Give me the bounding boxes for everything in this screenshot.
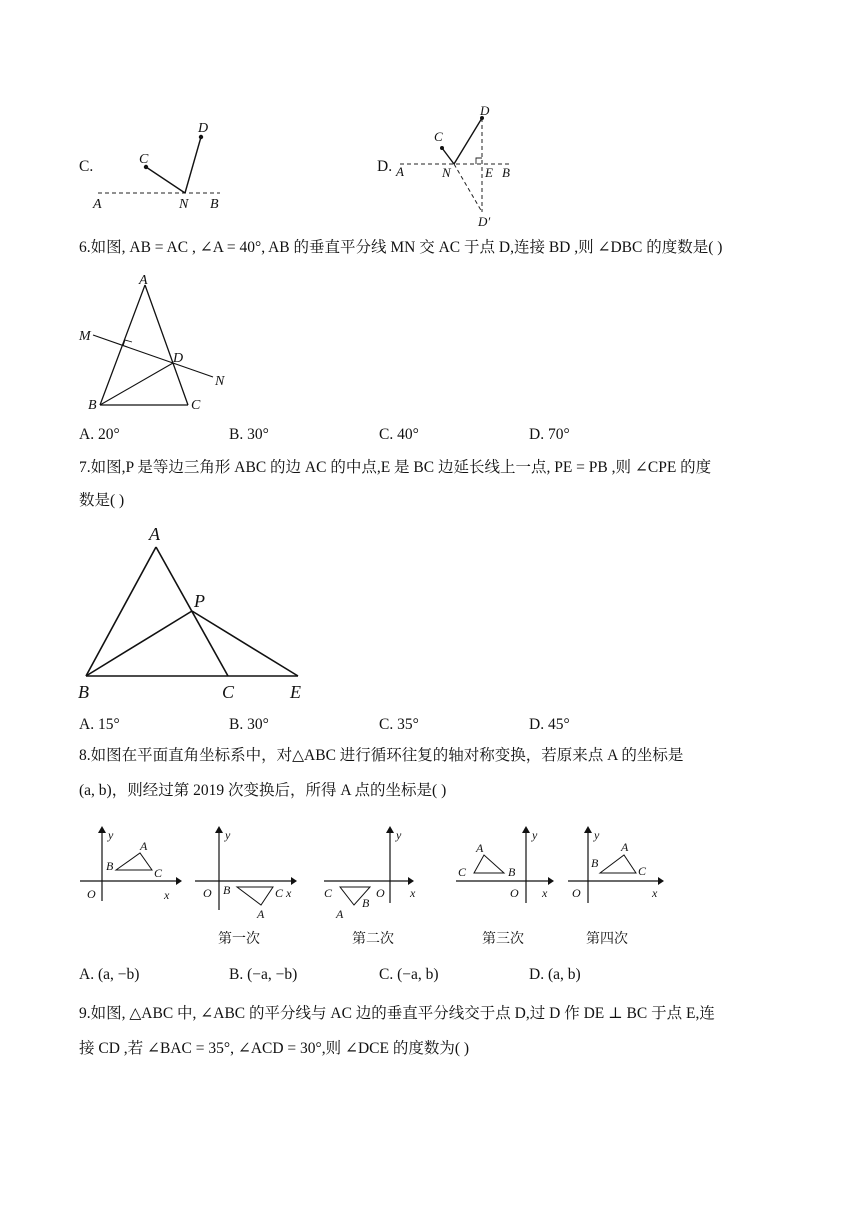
label-b: B (591, 856, 599, 870)
label-n: N (442, 165, 451, 180)
q8-text-line2: (a, b)，则经过第 2019 次变换后，所得 A 点的坐标是( ) (79, 782, 447, 799)
label-y: y (108, 828, 114, 842)
side-ab (86, 547, 156, 676)
label-e: E (290, 682, 301, 702)
label-a: A (93, 197, 102, 212)
q5-option-c-label: C. (79, 158, 94, 175)
q8-option-a[interactable]: A. (a, −b) (79, 966, 140, 983)
q7-option-d[interactable]: D. 45° (529, 716, 570, 733)
label-b: B (78, 682, 89, 702)
label-a: A (140, 839, 148, 853)
label-y: y (225, 828, 231, 842)
q8-figure-fourth (566, 825, 671, 925)
q8-text-line1: 8.如图在平面直角坐标系中，对△ABC 进行循环往复的轴对称变换，若原来点 A 的坐标是 (79, 747, 684, 764)
label-a: A (139, 273, 148, 288)
label-c: C (638, 864, 647, 878)
label-b: B (508, 865, 516, 879)
q8-caption-fourth: 第四次 (586, 931, 628, 947)
label-o: O (376, 886, 385, 900)
q6-option-b[interactable]: B. 30° (229, 426, 269, 443)
label-x: x (410, 886, 416, 900)
label-y: y (396, 828, 402, 842)
label-a: A (476, 841, 484, 855)
label-o: O (510, 886, 519, 900)
q6-option-d[interactable]: D. 70° (529, 426, 570, 443)
q7-text-line1: 7.如图,P 是等边三角形 ABC 的边 AC 的中点,E 是 BC 边延长线上一点, PE = PB ,则 ∠CPE 的度 (79, 459, 712, 476)
label-c: C (191, 398, 201, 413)
x-axis-arrow (408, 877, 414, 885)
q6-option-a[interactable]: A. 20° (79, 426, 120, 443)
label-a: A (149, 524, 160, 544)
y-axis-arrow (386, 826, 394, 833)
line-mn (93, 335, 213, 377)
q8-option-d[interactable]: D. (a, b) (529, 966, 581, 983)
label-n: N (179, 197, 189, 212)
label-m: M (79, 329, 91, 344)
label-d-prime: D′ (478, 214, 491, 229)
y-axis-arrow (98, 826, 106, 833)
q7-text-line2: 数是( ) (79, 492, 125, 509)
label-c: C (139, 152, 149, 167)
label-c: C (222, 682, 235, 702)
label-o: O (203, 886, 212, 900)
x-axis-arrow (291, 877, 297, 885)
label-b: B (88, 398, 97, 413)
q5-option-c-figure (90, 115, 230, 215)
q8-figure-original (78, 825, 183, 910)
label-y: y (594, 828, 600, 842)
segment-bd (100, 363, 173, 405)
q9-text-line2: 接 CD ,若 ∠BAC = 35°, ∠ACD = 30°,则 ∠DCE 的度数为( ) (79, 1040, 470, 1057)
label-a: A (396, 164, 404, 179)
label-x: x (286, 886, 292, 900)
segment-nd-prime-dashed (454, 164, 482, 212)
q8-figure-second (320, 825, 430, 925)
label-c: C (458, 865, 467, 879)
q8-caption-second: 第二次 (352, 931, 394, 947)
label-b: B (502, 165, 510, 180)
label-e: E (485, 165, 493, 180)
side-ac (145, 285, 188, 405)
label-p: P (194, 591, 205, 611)
label-x: x (652, 886, 658, 900)
x-axis-arrow (548, 877, 554, 885)
q8-option-b[interactable]: B. (−a, −b) (229, 966, 298, 983)
label-c: C (324, 886, 333, 900)
label-d: D (198, 121, 209, 136)
label-b: B (362, 896, 370, 910)
label-n: N (215, 374, 225, 389)
q6-option-c[interactable]: C. 40° (379, 426, 419, 443)
segment-cn (146, 167, 185, 193)
label-b: B (223, 883, 231, 897)
q8-caption-third: 第三次 (482, 931, 524, 947)
triangle-abc (237, 887, 273, 905)
segment-nd (454, 118, 482, 164)
label-c: C (154, 866, 163, 880)
q5-option-d-label: D. (377, 158, 393, 175)
label-a: A (621, 840, 629, 854)
q8-figure-third (452, 825, 562, 925)
y-axis-arrow (584, 826, 592, 833)
q7-option-a[interactable]: A. 15° (79, 716, 120, 733)
label-a: A (336, 907, 344, 921)
segment-bp (86, 611, 192, 676)
q8-caption-first: 第一次 (218, 931, 260, 947)
triangle-abc (600, 855, 636, 873)
triangle-abc (116, 853, 152, 870)
label-b: B (210, 197, 219, 212)
q6-figure (75, 270, 245, 420)
label-x: x (542, 886, 548, 900)
y-axis-arrow (522, 826, 530, 833)
label-o: O (87, 887, 96, 901)
triangle-abc (474, 855, 504, 873)
label-c: C (434, 129, 443, 144)
segment-cn (442, 148, 454, 164)
label-c: C (275, 886, 284, 900)
x-axis-arrow (176, 877, 182, 885)
segment-nd (185, 137, 201, 193)
label-y: y (532, 828, 538, 842)
q7-option-c[interactable]: C. 35° (379, 716, 419, 733)
q5-option-d-figure (392, 100, 532, 230)
q8-option-c[interactable]: C. (−a, b) (379, 966, 439, 983)
q9-text-line1: 9.如图, △ABC 中, ∠ABC 的平分线与 AC 边的垂直平分线交于点 D,过 D 作 DE ⊥ BC 于点 E,连 (79, 1005, 715, 1022)
point-c (440, 146, 444, 150)
y-axis-arrow (215, 826, 223, 833)
right-angle-mark (476, 158, 482, 164)
q7-figure (72, 520, 322, 705)
q6-text: 6.如图, AB = AC , ∠A = 40°, AB 的垂直平分线 MN 交 AC 于点 D,连接 BD ,则 ∠DBC 的度数是( ) (79, 239, 723, 256)
label-d: D (480, 103, 490, 118)
label-b: B (106, 859, 114, 873)
right-angle-mark (123, 340, 132, 346)
label-a: A (257, 907, 265, 921)
segment-pe (192, 611, 298, 676)
q7-option-b[interactable]: B. 30° (229, 716, 269, 733)
x-axis-arrow (658, 877, 664, 885)
label-x: x (164, 888, 170, 902)
q8-figure-first (193, 825, 303, 925)
label-o: O (572, 886, 581, 900)
label-d: D (173, 351, 184, 366)
